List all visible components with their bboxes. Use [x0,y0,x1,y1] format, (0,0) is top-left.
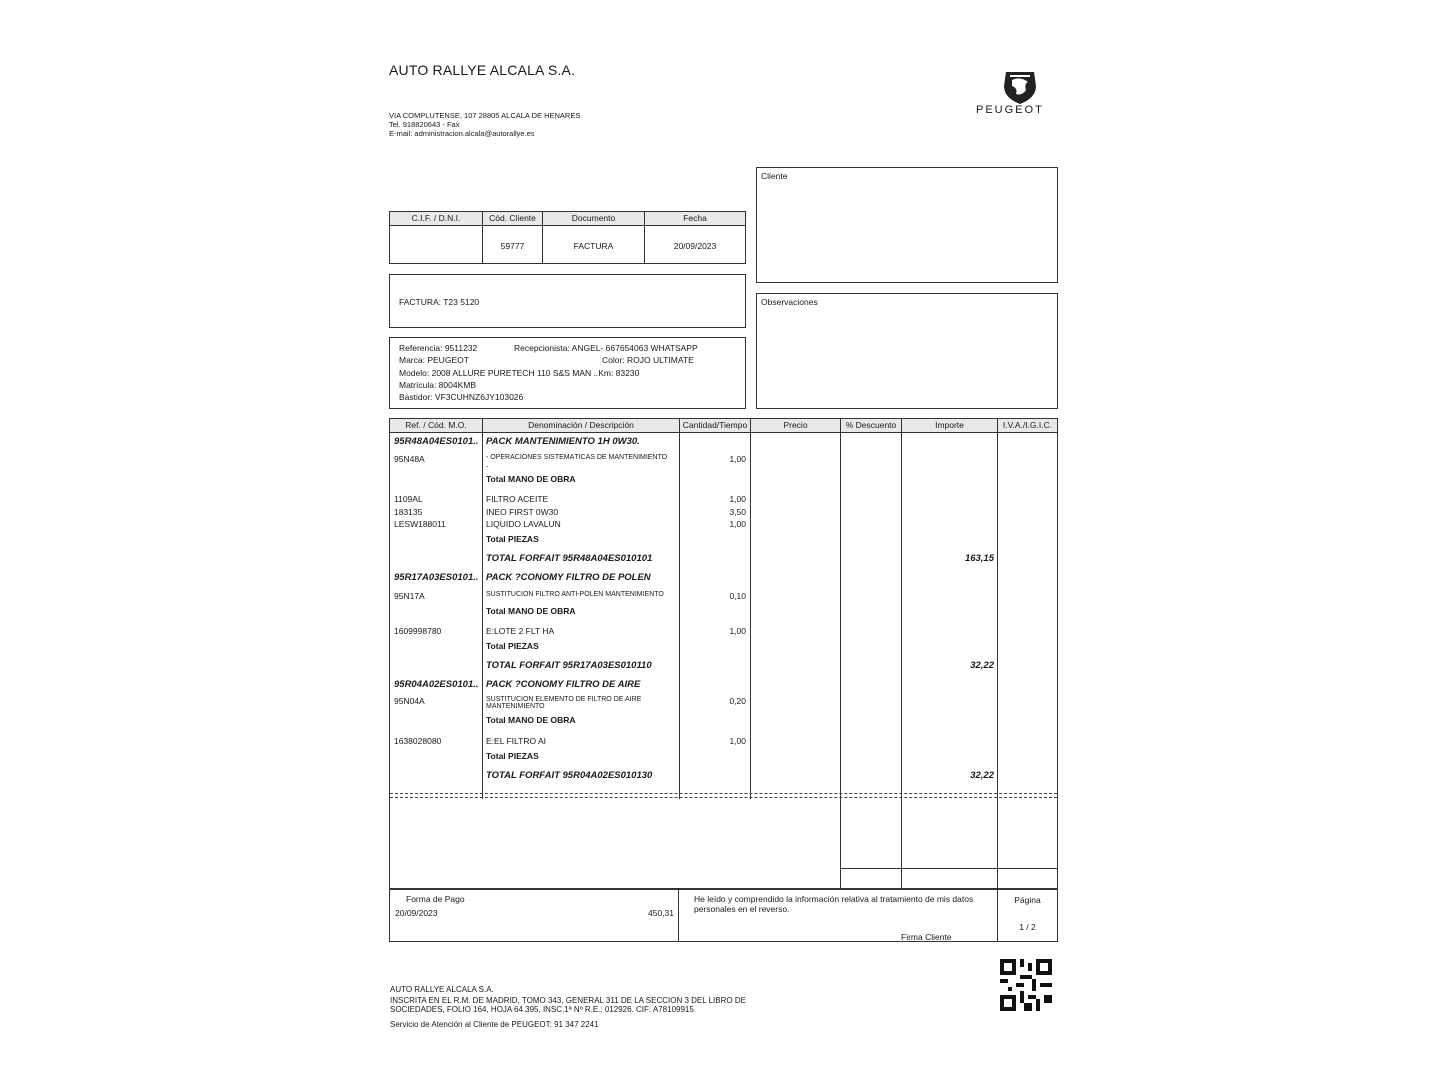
factura-box [389,274,746,328]
item-qty: 0,10 [729,591,746,601]
item-ref: 95N17A [394,591,425,601]
item-qty: 3,50 [729,507,746,517]
legal-company: AUTO RALLYE ALCALA S.A. [390,985,494,994]
item-ref: 95N04A [394,696,425,706]
items-table [389,418,1058,889]
item-qty: 1,00 [729,626,746,636]
item-ref: 95R48A04ES0101.. [394,436,479,447]
item-desc: PACK ?CONOMY FILTRO DE AIRE [486,679,641,690]
cliente-box [756,167,1058,283]
item-desc: SUSTITUCION ELEMENTO DE FILTRO DE AIRE [486,696,642,703]
vehicle-color: Color: ROJO ULTIMATE [602,355,694,365]
company-address: VIA COMPLUTENSE, 107 28805 ALCALA DE HENARES [389,111,581,120]
factura-number: FACTURA: T23 5120 [399,297,480,307]
customer-service: Servicio de Atención al Cliente de PEUGEOT: 91 347 2241 [390,1020,599,1029]
company-name: AUTO RALLYE ALCALA S.A. [389,62,576,78]
brand-name: PEUGEOT [976,104,1044,116]
item-qty: 1,00 [729,519,746,529]
pagina-value: 1 / 2 [1019,922,1036,932]
item-desc: Total MANO DE OBRA [486,715,576,725]
header-table [389,211,746,264]
item-ref: 183135 [394,507,423,517]
item-desc: - [486,464,489,471]
item-ref: 1109AL [394,494,423,504]
item-desc: TOTAL FORFAIT 95R17A03ES010110 [486,660,652,671]
observaciones-label: Observaciones [761,297,818,307]
forma-pago-label: Forma de Pago [406,894,465,904]
observaciones-box [756,293,1058,409]
legal-registry-1: INSCRITA EN EL R.M. DE MADRID, TOMO 343, GENERAL 311 DE LA SECCION 3 DEL LIBRO DE [390,996,746,1005]
item-qty: 1,00 [729,736,746,746]
item-desc: TOTAL FORFAIT 95R04A02ES010130 [486,770,653,781]
col-dto-header: % Descuento [841,419,901,432]
item-qty: 0,20 [729,696,746,706]
vehicle-recepcionista: Recepcionista: ANGEL- 667654063 WHATSAPP [514,343,698,353]
item-ref: LESW188011 [394,519,446,529]
firma-cliente-label: Firma Cliente [901,932,952,942]
item-ref: 95N48A [394,454,425,464]
col-qty-header: Cantidad/Tiempo [680,419,750,432]
item-desc: Total PIEZAS [486,534,539,544]
legal-registry-2: SOCIEDADES, FOLIO 164, HOJA 64.395, INSC.1ª Nº R.E.: 012926. CIF: A78109915 [390,1005,694,1014]
item-importe: 32,22 [970,770,994,781]
vehicle-marca: Marca: PEUGEOT [399,355,469,365]
item-desc: SUSTITUCION FILTRO ANTI-POLEN MANTENIMIENTO [486,591,664,598]
item-desc: - OPERACIONES SISTEMÁTICAS DE MANTENIMIENTO [486,454,668,461]
vehicle-bastidor: Bastidor: VF3CUHNZ6JY103026 [399,392,524,402]
item-desc: PACK ?CONOMY FILTRO DE POLEN [486,572,651,583]
item-desc: E:EL FILTRO AI [486,736,546,746]
item-desc: Total PIEZAS [486,751,539,761]
item-desc: Total MANO DE OBRA [486,606,576,616]
vehicle-matricula: Matrícula: 8004KMB [399,380,477,390]
pagina-label: Página [1014,895,1041,905]
item-importe: 32,22 [970,660,994,671]
item-ref: 1638028080 [394,736,442,746]
item-desc: Total PIEZAS [486,641,539,651]
documento-header: Documento [543,212,644,225]
privacy-notice: He leído y comprendido la información relativa al tratamiento de mis datos personales en el reverso. [694,894,974,914]
col-desc-header: Denominación / Descripción [483,419,679,432]
peugeot-lion-icon [1000,70,1040,106]
item-desc: Total MANO DE OBRA [486,474,576,484]
item-desc: FILTRO ACEITE [486,494,549,504]
item-desc: LIQUIDO LAVALUN [486,519,561,529]
cod-cliente-value: 59777 [500,241,525,251]
company-email: E-mail: administracion.alcala@autorallye.es [389,129,535,138]
item-ref: 95R04A02ES0101.. [394,679,479,690]
cif-header: C.I.F. / D.N.I. [390,212,482,225]
col-ref-header: Ref. / Cód. M.O. [390,419,482,432]
vehicle-modelo: Modelo: 2008 ALLURE PURETECH 110 S&S MAN ..Km: 83230 [399,368,640,378]
vehicle-referencia: Referencia: 9511232 [399,343,478,353]
cliente-label: Cliente [761,171,788,181]
col-precio-header: Precio [751,419,840,432]
forma-pago-fecha: 20/09/2023 [395,908,438,918]
item-qty: 1,00 [729,454,746,464]
item-ref: 95R17A03ES0101.. [394,572,479,583]
forma-pago-amount: 450,31 [648,908,674,918]
item-desc: PACK MANTENIMIENTO 1H 0W30. [486,436,640,447]
fecha-value: 20/09/2023 [673,241,717,251]
vehicle-box [389,337,746,409]
company-phone: Tel. 918820643 - Fax [389,120,460,129]
col-iva-header: I.V.A./I.G.I.C. [998,419,1057,432]
qr-code-icon [1000,959,1052,1011]
item-desc: MANTENIMIENTO [486,703,545,710]
item-qty: 1,00 [729,494,746,504]
col-importe-header: Importe [902,419,997,432]
documento-value: FACTURA [573,241,614,251]
cod-cliente-header: Cód. Cliente [483,212,542,225]
payment-box [389,889,1058,942]
fecha-header: Fecha [645,212,745,225]
item-desc: TOTAL FORFAIT 95R48A04ES010101 [486,553,653,564]
item-importe: 163,15 [964,553,994,564]
item-desc: INEO FIRST 0W30 [486,507,559,517]
item-ref: 1609998780 [394,626,442,636]
item-desc: E:LOTE 2 FLT HA [486,626,555,636]
